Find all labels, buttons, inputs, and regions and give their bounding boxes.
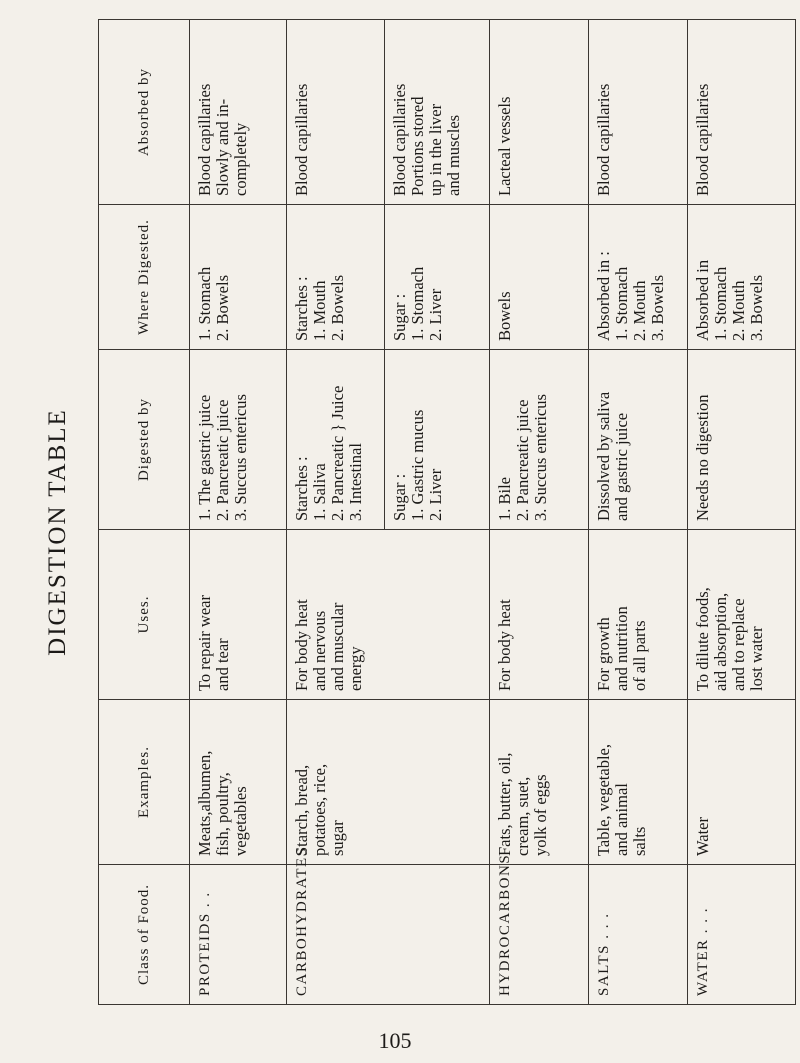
digestion-table-container: [98, 20, 778, 1005]
cell-line: To repair wear: [195, 595, 214, 691]
examples-cell: [688, 700, 796, 865]
cell-line: 2. Pancreatic juice: [513, 399, 532, 521]
cell-line: 2. Liver: [426, 288, 445, 341]
cell-line: 1. Stomach: [195, 266, 214, 341]
cell-line: For body heat: [495, 599, 514, 691]
cell-line: For growth: [594, 617, 613, 691]
cell-line: Sugar :: [390, 473, 409, 521]
absorbed-by-cell: [287, 20, 385, 205]
where-digested-cell: [287, 205, 385, 350]
cell-line: Bowels: [495, 291, 514, 341]
food-cell: HYDROCARBONS: [490, 865, 589, 1005]
where-digested-cell: [190, 205, 287, 350]
header-where-digested: Where Digested.: [99, 205, 190, 350]
header-class-of-food: Class of Food.: [99, 865, 190, 1005]
cell-line: Blood capillaries: [390, 83, 409, 196]
cell-line: energy: [346, 646, 365, 691]
cell-line: cream, suet,: [513, 776, 532, 856]
cell-line: yolk of eggs: [531, 774, 550, 856]
cell-line: Blood capillaries: [594, 83, 613, 196]
examples-cell: [287, 700, 490, 865]
absorbed-by-cell: [385, 20, 490, 205]
food-cell: CARBOHYDRATES: [287, 865, 490, 1005]
cell-line: Absorbed in: [693, 259, 712, 341]
cell-line: Fats, butter, oil,: [495, 752, 514, 856]
cell-line: Sugar :: [390, 293, 409, 341]
cell-line: and animal: [612, 783, 631, 856]
cell-line: 3. Succus entericus: [531, 394, 550, 521]
cell-line: 3. Succus entericus: [231, 394, 250, 521]
cell-line: Starch, bread,: [292, 764, 311, 856]
cell-line: 1. Stomach: [711, 266, 730, 341]
cell-line: Lacteal vessels: [495, 96, 514, 196]
digested-by-cell: [688, 350, 796, 530]
food-cell: PROTEIDS . .: [190, 865, 287, 1005]
header-row: [99, 20, 190, 1005]
cell-line: 1. Stomach: [408, 266, 427, 341]
cell-line: salts: [630, 826, 649, 856]
digestion-table: [98, 19, 796, 1005]
cell-line: 2. Liver: [426, 468, 445, 521]
page-number: 105: [378, 1028, 412, 1053]
cell-line: potatoes, rice,: [310, 763, 329, 856]
cell-line: 1. Saliva: [310, 463, 329, 521]
cell-line: Slowly and in-: [213, 98, 232, 196]
food-cell: WATER . . .: [688, 865, 796, 1005]
examples-cell: [589, 700, 688, 865]
where-digested-cell: [385, 205, 490, 350]
cell-line: 2. Mouth: [729, 280, 748, 341]
cell-line: Dissolved by saliva: [594, 391, 613, 521]
table-row-water: [688, 20, 796, 1005]
absorbed-by-cell: [688, 20, 796, 205]
digested-by-cell: [490, 350, 589, 530]
table-row-hydrocarbons: [490, 20, 589, 1005]
cell-line: and muscular: [328, 602, 347, 691]
where-digested-cell: [589, 205, 688, 350]
cell-line: vegetables: [231, 786, 250, 856]
cell-line: Needs no digestion: [693, 394, 712, 521]
header-uses: Uses.: [99, 530, 190, 700]
cell-line: Starches :: [292, 276, 311, 341]
examples-cell: [490, 700, 589, 865]
cell-line: For body heat: [292, 599, 311, 691]
cell-line: 2. Bowels: [328, 275, 347, 341]
absorbed-by-cell: [589, 20, 688, 205]
cell-line: Portions stored: [408, 96, 427, 196]
cell-line: completely: [231, 122, 250, 196]
cell-line: Meats,albumen,: [195, 750, 214, 856]
food-cell: SALTS . . .: [589, 865, 688, 1005]
cell-line: 2. Mouth: [630, 280, 649, 341]
cell-line: Blood capillaries: [693, 83, 712, 196]
cell-line: Water: [693, 817, 712, 856]
uses-cell: [490, 530, 589, 700]
where-digested-cell: [688, 205, 796, 350]
cell-line: 3. Bowels: [648, 275, 667, 341]
cell-line: 1. Stomach: [612, 266, 631, 341]
examples-cell: [190, 700, 287, 865]
cell-line: Blood capillaries: [292, 83, 311, 196]
cell-line: sugar: [328, 820, 347, 856]
cell-line: and nutrition: [612, 606, 631, 691]
cell-line: 2. Pancreatic juice: [213, 399, 232, 521]
table-row-proteids: [190, 20, 287, 1005]
cell-line: and tear: [213, 638, 232, 691]
table-row-salts: [589, 20, 688, 1005]
cell-line: fish, poultry,: [213, 772, 232, 856]
digested-by-cell: [287, 350, 385, 530]
header-absorbed-by: Absorbed by: [99, 20, 190, 205]
where-digested-cell: [490, 205, 589, 350]
digested-by-cell: [385, 350, 490, 530]
cell-line: Absorbed in :: [594, 251, 613, 341]
cell-line: 2. Pancreatic } Juice: [328, 385, 347, 521]
table-row-carbohydrates: [287, 20, 385, 1005]
uses-cell: [190, 530, 287, 700]
page-title-text: DIGESTION TABLE: [44, 407, 71, 656]
cell-line: 1. Gastric mucus: [408, 409, 427, 521]
uses-cell: [287, 530, 490, 700]
cell-line: and nervous: [310, 610, 329, 691]
cell-line: Starches :: [292, 456, 311, 521]
cell-line: and muscles: [444, 114, 463, 196]
absorbed-by-cell: [190, 20, 287, 205]
cell-line: To dilute foods,: [693, 587, 712, 691]
cell-line: of all parts: [630, 620, 649, 691]
cell-line: aid absorption,: [711, 592, 730, 691]
cell-line: up in the liver: [426, 103, 445, 196]
uses-cell: [589, 530, 688, 700]
absorbed-by-cell: [490, 20, 589, 205]
cell-line: 3. Bowels: [747, 275, 766, 341]
cell-line: 1. The gastric juice: [195, 394, 214, 521]
uses-cell: [688, 530, 796, 700]
cell-line: lost water: [747, 626, 766, 691]
digested-by-cell: [589, 350, 688, 530]
page-title: [20, 0, 96, 1063]
cell-line: 2. Bowels: [213, 275, 232, 341]
cell-line: Table, vegetable,: [594, 744, 613, 856]
cell-line: 1. Mouth: [310, 280, 329, 341]
header-examples: Examples.: [99, 700, 190, 865]
header-digested-by: Digested by: [99, 350, 190, 530]
cell-line: and gastric juice: [612, 412, 631, 521]
cell-line: 3. Intestinal: [346, 443, 365, 521]
cell-line: 1. Bile: [495, 477, 514, 521]
digested-by-cell: [190, 350, 287, 530]
cell-line: and to replace: [729, 598, 748, 691]
cell-line: Blood capillaries: [195, 83, 214, 196]
